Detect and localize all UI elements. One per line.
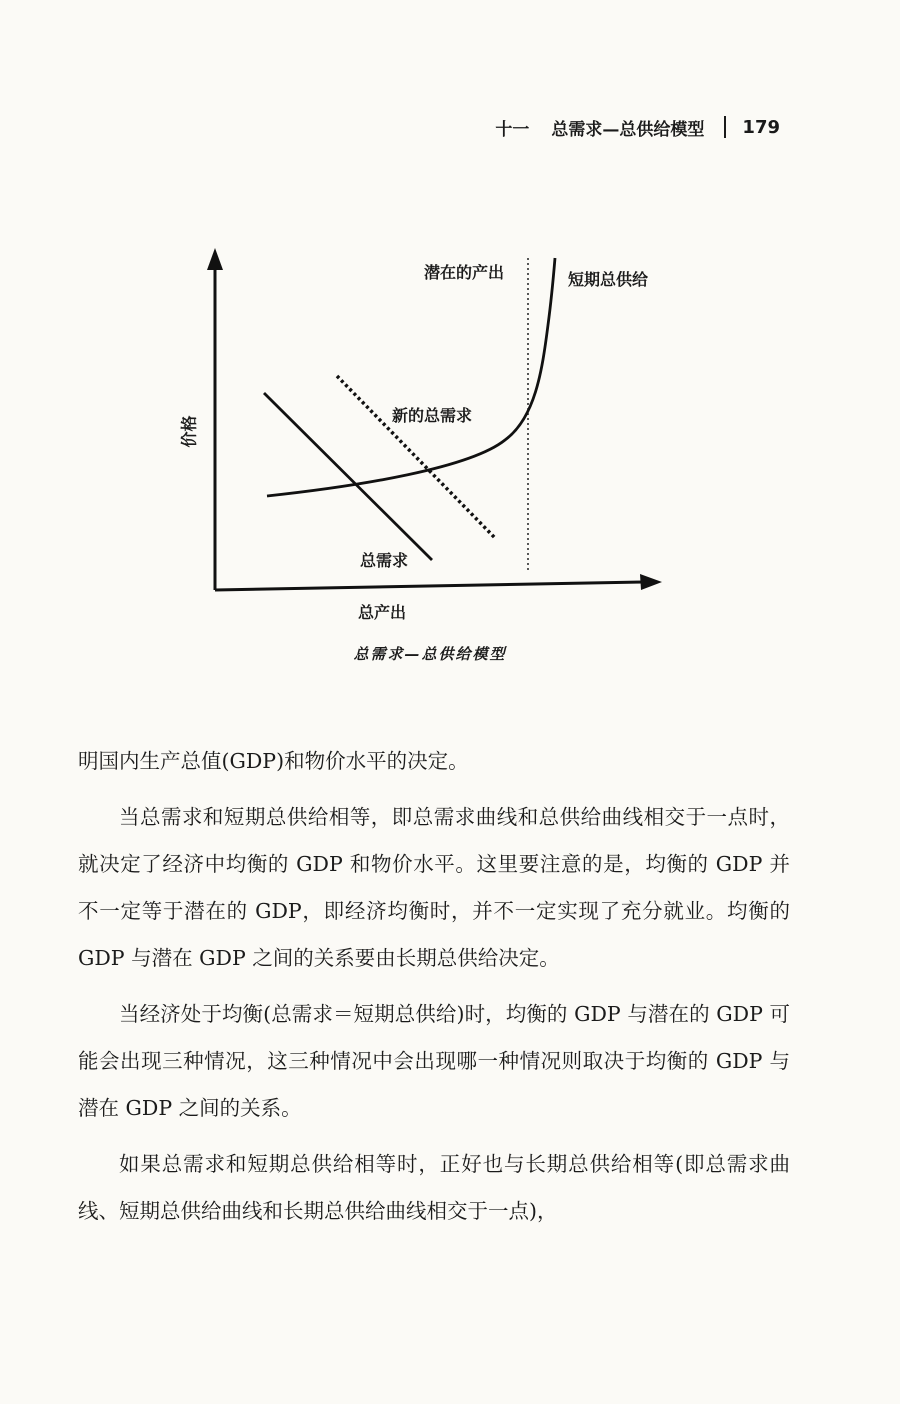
short-run-supply-label: 短期总供给 xyxy=(568,270,649,289)
paragraph-4: 如果总需求和短期总供给相等时，正好也与长期总供给相等(即总需求曲线、短期总供给曲线和长期总供给曲线相交于一点)， xyxy=(78,1152,790,1223)
ad-as-diagram xyxy=(0,0,900,700)
chapter-title: 总需求—总供给模型 xyxy=(551,119,705,140)
potential-output-label: 潜在的产出 xyxy=(424,263,505,282)
page-number: 179 xyxy=(742,116,780,138)
demand-label: 总需求 xyxy=(360,551,409,570)
paragraph-2: 当总需求和短期总供给相等，即总需求曲线和总供给曲线相交于一点时，就决定了经济中均衡的 GDP 和物价水平。这里要注意的是，均衡的 GDP 并不一定等于潜在的 GDP，即经济均衡时，并不一定实现了充分就业。均衡的 GDP 与潜在 GDP 之间的关系要由长期总供给决定。 xyxy=(78,805,790,970)
body-text xyxy=(78,738,790,1244)
figure-caption: 总需求—总供给模型 xyxy=(353,645,507,663)
short-run-supply-curve xyxy=(267,258,555,496)
x-axis xyxy=(215,582,645,590)
chapter-number: 十一 xyxy=(495,119,530,140)
new-demand-label: 新的总需求 xyxy=(392,406,473,425)
y-axis-label: 价格 xyxy=(179,415,199,448)
paragraph-3: 当经济处于均衡(总需求＝短期总供给)时，均衡的 GDP 与潜在的 GDP 可能会出现三种情况，这三种情况中会出现哪一种情况则取决于均衡的 GDP 与潜在 GDP 之间的关系。 xyxy=(78,1002,790,1120)
y-axis-arrowhead xyxy=(207,248,223,270)
x-axis-label: 总产出 xyxy=(358,603,407,622)
paragraph-1: 明国内生产总值(GDP)和物价水平的决定。 xyxy=(78,749,469,773)
x-axis-arrowhead xyxy=(640,574,662,590)
ad-as-figure xyxy=(0,0,900,700)
